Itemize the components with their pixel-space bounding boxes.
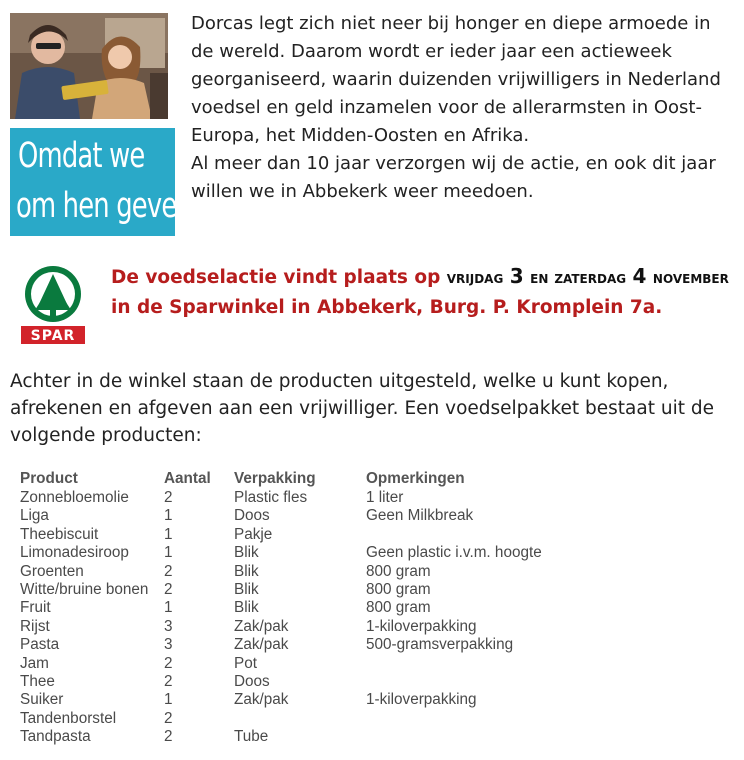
intro-paragraph-2: Al meer dan 10 jaar verzorgen wij de actie, en ook dit jaar willen we in Abbekerk weer meedoen. [191, 153, 716, 202]
cell-opmerkingen: 500-gramsverpakking [366, 636, 514, 654]
announcement-conj: en zaterdag [530, 268, 627, 288]
cell-product: Suiker [20, 691, 64, 709]
header-aantal: Aantal [164, 470, 211, 488]
cell-product: Jam [20, 654, 49, 672]
cell-product: Fruit [20, 599, 51, 617]
cell-aantal: 2 [164, 581, 173, 599]
cell-product: Theebiscuit [20, 525, 99, 543]
table-row [20, 489, 566, 507]
cell-verpakking: Zak/pak [234, 636, 289, 654]
table-row [20, 563, 566, 581]
announcement-date2: 4 [632, 264, 647, 288]
table-row [20, 655, 566, 673]
cell-verpakking: Zak/pak [234, 691, 289, 709]
cell-verpakking: Blik [234, 562, 259, 580]
cell-aantal: 2 [164, 728, 173, 746]
cell-product: Limonadesiroop [20, 544, 129, 562]
table-row [20, 710, 566, 728]
cell-aantal: 2 [164, 562, 173, 580]
event-announcement [111, 262, 739, 322]
announcement-month: november [652, 268, 729, 288]
cell-opmerkingen: 800 gram [366, 581, 431, 599]
campaign-logo-line2: om hen geven [16, 186, 192, 226]
cell-verpakking: Blik [234, 581, 259, 599]
cell-product: Tandpasta [20, 728, 91, 746]
header-verpakking: Verpakking [234, 470, 316, 488]
intro-text [191, 10, 736, 206]
table-row [20, 599, 566, 617]
campaign-logo [10, 128, 192, 236]
cell-opmerkingen: 1-kiloverpakking [366, 691, 477, 709]
table-row [20, 507, 566, 525]
cell-verpakking: Blik [234, 599, 259, 617]
table-row [20, 691, 566, 709]
cell-verpakking: Blik [234, 544, 259, 562]
cell-aantal: 2 [164, 489, 173, 506]
cell-product: Witte/bruine bonen [20, 581, 149, 599]
cell-verpakking [234, 710, 366, 728]
table-row [20, 618, 566, 636]
header-opmerkingen: Opmerkingen [366, 470, 465, 488]
cell-product: Tandenborstel [20, 709, 117, 727]
spar-logo-text: SPAR [30, 328, 76, 344]
cell-aantal: 1 [164, 691, 173, 709]
table-row [20, 544, 566, 562]
cell-verpakking: Plastic fles [234, 489, 308, 506]
cell-opmerkingen [366, 728, 566, 746]
product-table [20, 470, 566, 747]
cell-opmerkingen: 800 gram [366, 599, 431, 617]
cell-opmerkingen [366, 673, 566, 691]
cell-aantal: 3 [164, 617, 173, 635]
cell-product: Rijst [20, 617, 50, 635]
announcement-part2: in de Sparwinkel in Abbekerk, Burg. P. Kromplein 7a. [111, 297, 663, 318]
cell-aantal: 2 [164, 673, 173, 691]
cell-aantal: 1 [164, 525, 173, 543]
table-row [20, 581, 566, 599]
header-product: Product [20, 470, 78, 488]
announcement-day1: vrijdag [446, 268, 504, 288]
table-row [20, 526, 566, 544]
cell-opmerkingen [366, 526, 566, 544]
cell-verpakking: Pot [234, 654, 257, 672]
volunteers-photo [10, 13, 168, 119]
cell-aantal: 2 [164, 709, 173, 727]
cell-opmerkingen [366, 655, 566, 673]
table-row [20, 673, 566, 691]
cell-opmerkingen: 800 gram [366, 562, 431, 580]
cell-product: Groenten [20, 562, 84, 580]
cell-opmerkingen [366, 710, 566, 728]
cell-opmerkingen: 1-kiloverpakking [366, 617, 477, 635]
cell-aantal: 1 [164, 544, 173, 562]
spar-logo [19, 264, 87, 344]
cell-aantal: 2 [164, 654, 173, 672]
table-row [20, 728, 566, 746]
intro-paragraph-1: Dorcas legt zich niet neer bij honger en diepe armoede in de wereld. Daarom wordt er ieder jaar een actieweek georganiseerd, waarin duizenden vrijwilligers in Nederland voedsel en geld inzamelen voor de allerarmsten in Oost-Europa, het Midden-Oosten en Afrika. [191, 13, 721, 146]
cell-verpakking: Doos [234, 673, 270, 691]
cell-product: Thee [20, 673, 55, 691]
cell-opmerkingen: 1 liter [366, 489, 404, 506]
cell-verpakking: Pakje [234, 525, 273, 543]
cell-product: Liga [20, 507, 49, 525]
table-row [20, 636, 566, 654]
cell-verpakking: Doos [234, 507, 270, 525]
cell-aantal: 1 [164, 599, 173, 617]
product-table-header [20, 470, 566, 489]
cell-product: Zonnebloemolie [20, 489, 129, 506]
cell-verpakking: Zak/pak [234, 617, 289, 635]
announcement-part1: De voedselactie vindt plaats op [111, 267, 447, 288]
cell-aantal: 3 [164, 636, 173, 654]
cell-verpakking: Tube [234, 728, 269, 746]
cell-product: Pasta [20, 636, 60, 654]
campaign-logo-line1: Omdat we [18, 136, 145, 176]
cell-opmerkingen: Geen plastic i.v.m. hoogte [366, 544, 542, 562]
products-intro-text: Achter in de winkel staan de producten uitgesteld, welke u kunt kopen, afrekenen en afgeven aan een vrijwilliger. Een voedselpakket bestaat uit de volgende producten: [10, 371, 714, 446]
cell-opmerkingen: Geen Milkbreak [366, 507, 474, 525]
cell-aantal: 1 [164, 507, 173, 525]
announcement-date1: 3 [509, 264, 524, 288]
